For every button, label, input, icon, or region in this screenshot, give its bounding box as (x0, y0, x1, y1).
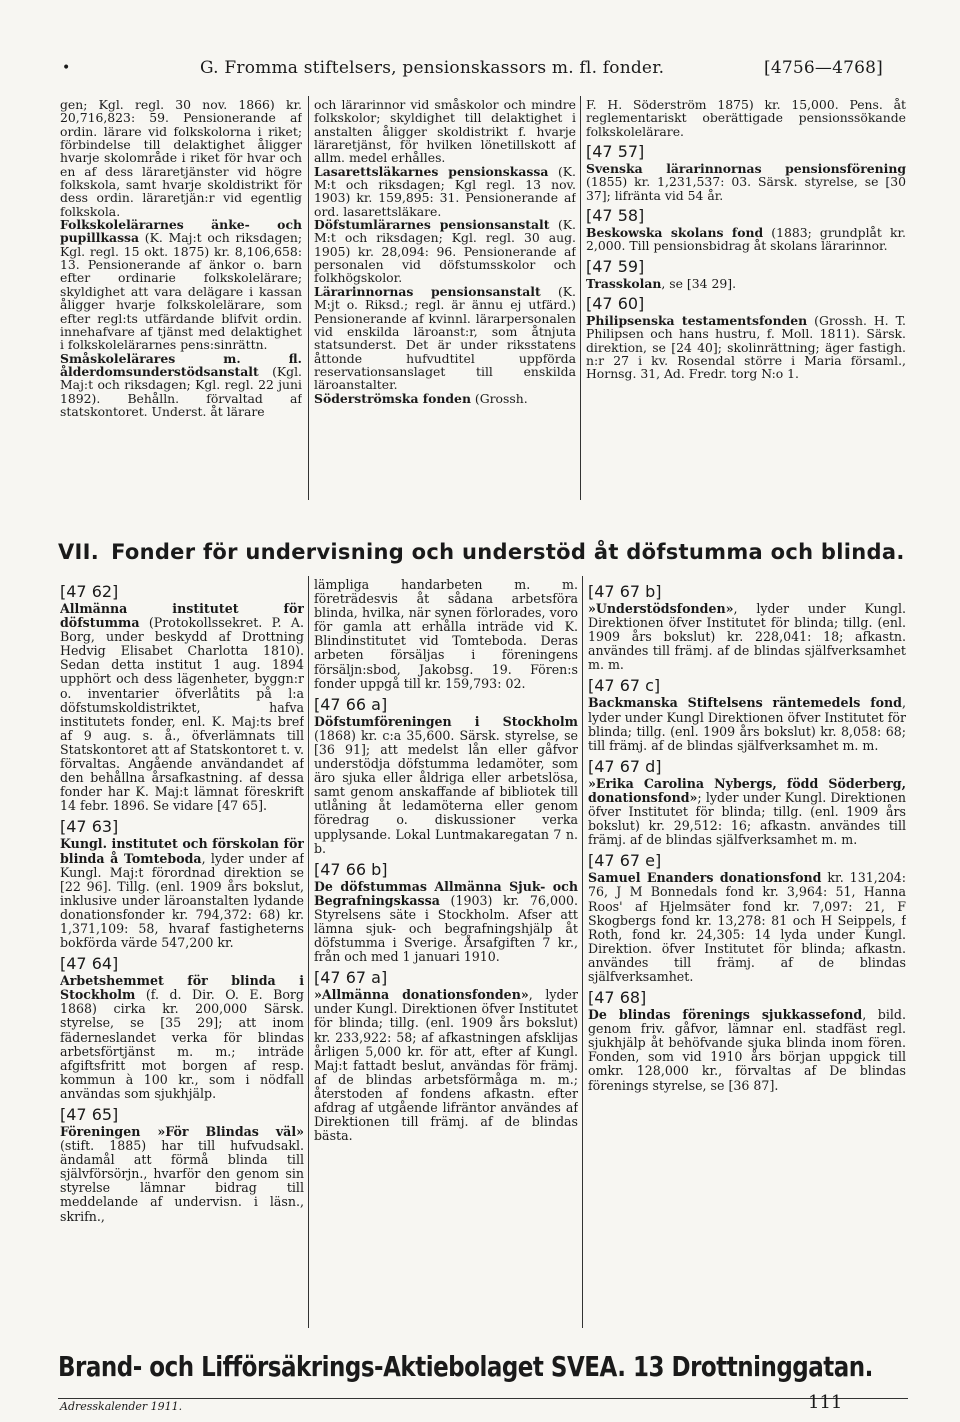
entry-number: [47 66 a] (314, 694, 388, 714)
footer-rule (58, 1398, 908, 1399)
entry-paragraph (588, 696, 906, 752)
entry-number: [47 59] (586, 256, 645, 276)
header-range: [4756—4768] (764, 58, 883, 78)
entry-paragraph (314, 715, 578, 856)
entry-number: [47 63] (60, 817, 119, 837)
entry-paragraph (586, 98, 906, 138)
column-rule (308, 96, 309, 500)
entry-number: [47 65] (60, 1105, 119, 1124)
entry-paragraph (60, 974, 304, 1101)
entry-paragraph (588, 1008, 906, 1093)
entry-title: Philipsenska testamentsfonden (586, 313, 808, 329)
entry-text: och lärarinnor vid småskolor och mindre folkskolor; skyldighet till delaktighet i anstalten åligger skoldistrikt f. hvarje läraretjänst, för hvilken lönetillskott af allm. medel erhålles. (314, 98, 576, 166)
entry-paragraph (314, 988, 578, 1143)
entry-paragraph (586, 226, 906, 253)
entry-text: ; lyder under Kungl. Direktionen öfver Institutet för blinda; tillg. (enl. 1909 års bokslut) kr. 29,512: 16; afkastn. användes till främj. af de blindas själfverksamhet m. m. (588, 789, 906, 848)
entry-text: (1883; grundplåt kr. 2,000. Till pensionsbidrag åt skolans lärarinnor. (586, 225, 906, 254)
entry-title: Döfstumföreningen i Stockholm (314, 713, 578, 729)
entry-text: (1903) kr. 76,000. Styrelsens säte i Stockholm. Afser att lämna sjuk- och begrafningshjälp åt döfstumma i Sverige. Årsafgiften 7 kr., från och med 1 januari 1910. (314, 892, 578, 965)
entry-paragraph (60, 98, 302, 218)
entry-text: F. H. Söderström 1875) kr. 15,000. Pens. åt reglementariskt oberättigade pensionssökande folkskolelärare. (586, 98, 906, 139)
top-column-3 (586, 98, 906, 500)
header-bullet: • (62, 60, 71, 76)
column-rule (582, 576, 583, 1328)
entry-number: [47 57] (586, 142, 645, 162)
bottom-column-3 (588, 578, 906, 1328)
entry-number: [47 62] (60, 582, 119, 601)
entry-title: Beskowska skolans fond (586, 225, 764, 241)
entry-paragraph (314, 578, 578, 691)
header-title: G. Fromma stiftelsers, pensionskassors m. fl. fonder. (200, 58, 665, 78)
entry-title: Söderströmska fonden (314, 390, 471, 406)
section-heading (58, 540, 908, 564)
entry-text: (stift. 1885) har till hufvudsakl. ändamål att förmå blinda till självförsörjn., hvarför den genom sin styrelse lämnar bidrag till meddelande af undervisn. i läsn., skrifn., (60, 1138, 304, 1224)
entry-paragraph (60, 1125, 304, 1224)
entry-paragraph (314, 285, 576, 392)
entry-title: Trasskolan (586, 275, 662, 291)
entry-paragraph (586, 277, 906, 290)
entry-title: Svenska lärarinnornas pensionsförening (586, 161, 906, 177)
entry-text: (K. Maj:t och riksdagen; Kgl. regl. 15 okt. 1875) kr. 8,106,658: 13. Pensionerande af änkor o. barn efter ordinarie folkskolelärare; skyldighet att vara delägare i kassan åligger hvarje folkskolelärare, som efter regl:ts utfärdande blifvit ordin. innehafvare af tjänst med delaktighet i folkskolelärarnes pens:sinrättn. (60, 230, 302, 353)
section-title: Fonder för undervisning och understöd åt döfstumma och blinda. (111, 540, 905, 564)
entry-text: (1868) kr. c:a 35,600. Särsk. styrelse, se [36 91]; att medelst lån eller gåfvor understödja döfstumma ledamöter, som äro sjuka eller åldriga eller arbetslösa, samt genom anskaffande af bibliotek till utlåning åt ledamöterna eller genom föredrag o. diskussioner verka upplysande. Lokal Luntmakaregatan 7 n. b. (314, 727, 578, 856)
bottom-column-1 (60, 578, 304, 1328)
column-rule (580, 96, 581, 500)
entry-number: [47 64] (60, 954, 119, 974)
entry-title: Lasarettsläkarnes pensionskassa (314, 163, 549, 179)
entry-text: (Kgl. Maj:t och riksdagen; Kgl. regl. 22 juni 1892). Behålln. förvaltad af statskontoret. Underst. åt lärare (60, 363, 302, 419)
page-number: 111 (808, 1392, 843, 1413)
bottom-column-2 (314, 578, 578, 1328)
entry-text: gen; Kgl. regl. 30 nov. 1866) kr. 20,716,823: 59. Pensionerande af ordin. lärare vid folkskolorna i riket; förbindelse till delaktighet åligger hvarje skolområde i riket för hvar och en af dess läraretjänster vid högre folkskola, samt hvarje skoldistrikt för dess ordin. läraretjän:r vid egentlig folkskola. (60, 98, 302, 219)
entry-paragraph (60, 602, 304, 813)
top-column-2 (314, 98, 576, 500)
entry-paragraph (588, 871, 906, 984)
entry-number: [47 66 b] (314, 859, 388, 879)
entry-title: De döfstummas Allmänna Sjuk- och Begrafningskassa (314, 878, 578, 908)
entry-title: Lärarinnornas pensionsanstalt (314, 283, 541, 299)
entry-text: , lyder under Kungl. Direktionen öfver Institutet för blinda; tillg. (enl. 1909 års bokslut) kr. 233,922: 58; af afkastningen afsklijas årligen 5,000 kr. för att, efter af Kungl. Maj:t fattadt beslut, användas för främj. af de blindas arbetsförmåga m. m.; återstoden af fondens afkastn. efter afdrag af utgående lifräntor användes af Direktionen till främj. af de blindas bästa. (314, 987, 578, 1144)
entry-title: Allmänna institutet för döfstumma (60, 601, 304, 631)
entry-title: Samuel Enanders donationsfond (588, 870, 822, 886)
entry-paragraph (60, 352, 302, 419)
entry-paragraph (314, 392, 576, 405)
entry-title: Backmanska Stiftelsens räntemedels fond (588, 695, 902, 711)
entry-title: »Allmänna donationsfonden» (314, 987, 529, 1003)
entry-text: (Protokollssekret. P. A. Borg, under beskydd af Drottning Hedvig Elisabet Charlotta 1810). Sedan detta institut 1 aug. 1894 upphört och dess lägenheter, byggn:r o. inventarier öfverlåtits på l:a döfstumskoldistriktet, hafva institutets fonder, enl. K. Maj:ts bref af 9 aug. s. å., öfverlämnats till Statskontoret att af Statskontoret t. v. förvaltas. Angående användandet af den behållna årsafkastning. af dessa fonder har K. Maj:t lämnat föreskrift 14 febr. 1896. Se vidare [47 65]. (60, 615, 304, 814)
entry-title: Döfstumlärarnes pensionsanstalt (314, 217, 550, 233)
entry-text: , se [34 29]. (661, 275, 737, 291)
entry-paragraph (588, 777, 906, 847)
top-column-1 (60, 98, 302, 500)
entry-title: Folkskolelärarnes änke- och pupillkassa (60, 217, 302, 246)
entry-number: [47 67 c] (588, 676, 661, 696)
entry-number: [47 58] (586, 206, 645, 226)
entry-title: Småskolelärares m. fl. ålderdomsunderstödsanstalt (60, 350, 302, 379)
entry-text: (1855) kr. 1,231,537: 03. Särsk. styrelse, se [30 37]; lifränta vid 54 år. (586, 174, 906, 203)
entry-text: , lyder under Kungl Direktionen öfver Institutet för blinda; tillg. (enl. 1909 års bokslut) kr. 8,058: 68; till främj. af de blindas själfverksamhet m. m. (588, 695, 906, 753)
entry-text: kr. 131,204: 76, J M Bonnedals fond kr. 3,964: 51, Hanna Roos' af Hjelmsäter fond kr. 7,097: 21, F Skogbergs fond kr. 13,278: 81 och H Seippels, f Roth, fond kr. 24,305: 14 lyda under Kungl. Direktion. öfver Institutet för blinda; afkastn. användes till främj. af de blindas själfverksamhet. (588, 870, 906, 984)
entry-number: [47 60] (586, 294, 645, 314)
entry-paragraph (588, 602, 906, 672)
entry-paragraph (314, 218, 576, 285)
entry-title: Föreningen »För Blindas väl» (60, 1124, 304, 1139)
entry-paragraph (586, 314, 906, 381)
entry-title: De blindas förenings sjukkassefond (588, 1007, 863, 1023)
entry-text: , lyder under af Kungl. Maj:t förordnad direktion se [22 96]. Tillg. (enl. 1909 års bokslut, inklusive under läroanstalten lydande donationsfonder kr. 794,372: 68) kr. 1,371,109: 58, hvaraf fastigheterns bokförda värde 547,200 kr. (60, 850, 304, 951)
entry-number: [47 67 b] (588, 582, 662, 601)
entry-number: [47 68] (588, 988, 647, 1008)
entry-paragraph (314, 880, 578, 965)
entry-number: [47 67 e] (588, 851, 662, 871)
advertisement-banner: Brand- och Lifförsäkrings-Aktiebolaget SVEA. 13 Drottninggatan. (58, 1352, 873, 1384)
entry-title: »Understödsfonden» (588, 601, 734, 616)
entry-text: (K. M:jt o. Riksd.; regl. är ännu ej utfärd.) Pensionerande af kvinnl. lärarpersonalen vid enskilda läroanst:r, som åtnjuta statsunderst. Det är under riksstatens åttonde hufvudtitel uppförda reservationsanslaget till enskilda läroanstalter. (314, 283, 576, 393)
footer-publication: Adresskalender 1911. (60, 1400, 183, 1413)
entry-paragraph (60, 837, 304, 950)
entry-title: Arbetshemmet för blinda i Stockholm (60, 973, 304, 1003)
entry-text: (K. M:t och riksdagen; Kgl regl. 13 nov. 1903) kr. 159,895: 31. Pensionerande af ord. lasarettsläkare. (314, 163, 576, 219)
entry-text: (Grossh. H. T. Philipsen och hans hustru, f. Moll. 1811). Särsk. direktion, se [24 40]; skolinrättning; äger fastigh. n:r 27 i kv. Rosendal större i Maria församl., Hornsg. 31, Ad. Fredr. torg N:o 1. (586, 313, 906, 382)
entry-paragraph (314, 98, 576, 165)
entry-text: , bild. genom friv. gåfvor, lämnar enl. stadfäst regl. sjukhjälp åt behöfvande sjuka blinda inom fören. Fonden, som vid 1910 års början uppgick till omkr. 128,000 kr., förvaltas af De blindas förenings styrelse, se [36 87]. (588, 1007, 906, 1093)
section-number: VII. (58, 540, 100, 564)
column-rule (308, 576, 309, 1328)
entry-text: (f. d. Dir. O. E. Borg 1868) cirka kr. 200,000 Särsk. styrelse, se [35 29]; att inom fäderneslandet verka för blindas arbetsförtjänst m. m.; inträde afgiftsfritt mot borgen af resp. kommun à 100 kr., som i nödfall användas som sjukhjälp. (60, 987, 304, 1101)
entry-text: , lyder under Kungl. Direktionen öfver Institutet för blinda; tillg. (enl. 1909 års bokslut) kr. 228,041: 18; afkastn. användes till främj. af de blindas själfverksamhet m. m. (588, 601, 906, 673)
entry-text: lämpliga handarbeten m. m. företrädesvis åt sådana arbetsföra blinda, hvilka, när synen förlorades, voro för gamla att erhålla inträde vid K. Blindinstitutet vid Tomteboda. Deras arbeten försäljas i föreningens försäljn:sbod, Jakobsg. 19. Fören:s fonder uppgå till kr. 159,793: 02. (314, 578, 578, 691)
entry-title: Kungl. institutet och förskolan för blinda å Tomteboda (60, 836, 304, 866)
entry-text: (K. M:t och riksdagen; Kgl. regl. 30 aug. 1905) kr. 28,094: 96. Pensionerande af personalen vid döfstumsskolor och folkhögskolor. (314, 217, 576, 286)
entry-paragraph (586, 162, 906, 202)
entry-paragraph (314, 165, 576, 218)
entry-text: (Grossh. (470, 390, 528, 406)
entry-number: [47 67 a] (314, 968, 388, 988)
entry-title: »Erika Carolina Nybergs, född Söderberg, donationsfond» (588, 775, 906, 805)
entry-number: [47 67 d] (588, 756, 662, 776)
entry-paragraph (60, 218, 302, 351)
